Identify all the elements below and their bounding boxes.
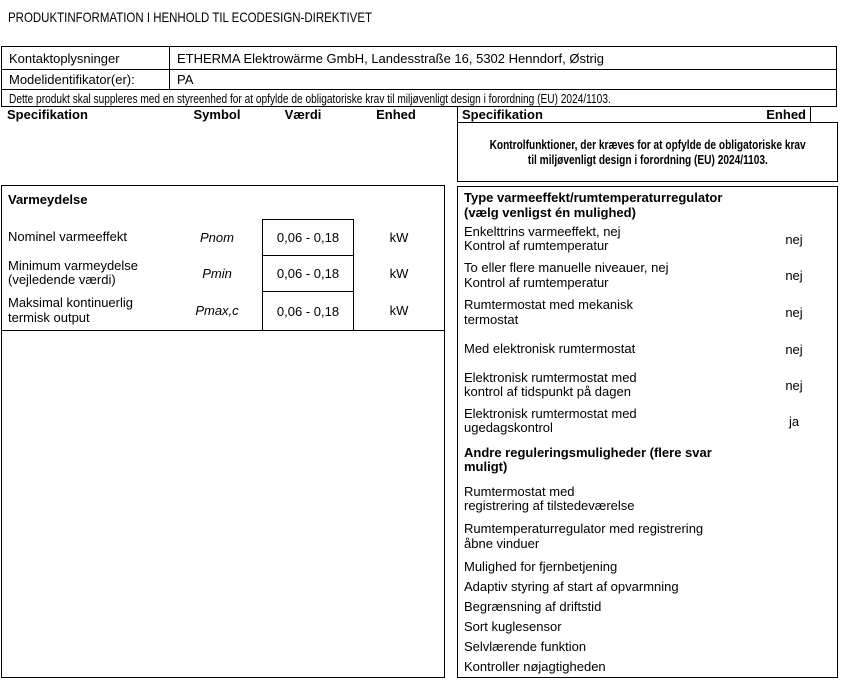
header-divider-right (810, 107, 811, 122)
option-row (458, 517, 837, 556)
spec-symbol: Pmin (202, 265, 232, 281)
option-label: Rumtemperaturregulator med registrering åbne vinduer (464, 521, 704, 551)
model-identifier-value: PA (177, 72, 194, 87)
control-answer: ja (788, 413, 800, 429)
spec-symbol: Pmax,c (195, 303, 239, 318)
option-label: Kontroller nøjagtigheden (464, 658, 606, 674)
header-divider-left (457, 107, 458, 122)
spec-label: Maksimal kontinuerlig termisk output (8, 295, 133, 325)
control-answer: nej (785, 231, 803, 247)
spec-row (2, 291, 444, 330)
contact-row (2, 47, 836, 70)
control-requirements-line1: Kontrolfunktioner, der kræves for at opfylde de obligatoriske krav (489, 137, 806, 152)
symbol-header: Symbol (193, 107, 241, 122)
control-label: Elektronisk rumtermostat med ugedagskontrol (464, 405, 637, 435)
control-functions-panel (457, 186, 838, 678)
control-answer: nej (785, 377, 803, 393)
model-row (2, 70, 836, 90)
control-row (458, 221, 837, 257)
document-title: PRODUKTINFORMATION I HENHOLD TIL ECODESIGN-DIREKTIVET (8, 9, 373, 25)
supplement-note: Dette produkt skal suppleres med en styreenhed for at opfylde de obligatoriske krav til miljøvenligt design i forordning (EU) 2024/1103. (9, 90, 611, 106)
regulator-type-section-title: Type varmeeffekt/rumtemperaturregulator (vælg venligst én mulighed) (464, 190, 723, 220)
other-options-section-title: Andre reguleringsmuligheder (flere svar muligt) (464, 444, 712, 474)
option-label: Begrænsning af driftstid (464, 598, 602, 614)
value-box: 0,06 - 0,18 (262, 255, 354, 292)
model-identifier-label: Modelidentifikator(er): (2, 70, 170, 89)
value-box: 0,06 - 0,18 (262, 291, 354, 331)
option-row (458, 576, 837, 596)
option-label: Selvlærende funktion (464, 638, 587, 654)
heat-output-panel (1, 185, 445, 678)
spec-symbol: Pnom (200, 229, 234, 245)
option-label: Rumtermostat med registrering af tilstedeværelse (464, 483, 635, 513)
section-divider-line (2, 330, 444, 331)
spec-unit: kW (389, 303, 409, 318)
control-label: Enkelttrins varmeeffekt, nej Kontrol af rumtemperatur (464, 223, 621, 253)
contact-value: ETHERMA Elektrowärme GmbH, Landesstraße 16, 5302 Henndorf, Østrig (177, 50, 605, 66)
control-label: Med elektronisk rumtermostat (464, 340, 636, 356)
spec-row (2, 219, 444, 255)
contact-info-table (1, 46, 837, 107)
value-header: Værdi (284, 107, 322, 122)
option-label: Adaptiv styring af start af opvarmning (464, 578, 679, 594)
spec-label: Nominel varmeeffekt (8, 228, 127, 244)
spec-row (2, 255, 444, 291)
control-label: Rumtermostat med mekanisk termostat (464, 297, 634, 327)
spec-header-right: Specifikation (462, 107, 543, 122)
option-label: Mulighed for fjernbetjening (464, 558, 618, 574)
spec-label: Minimum varmeydelse (vejledende værdi) (8, 257, 139, 287)
control-label: To eller flere manuelle niveauer, nej Kontrol af rumtemperatur (464, 260, 669, 290)
option-row (458, 616, 837, 636)
control-row (458, 403, 837, 439)
control-answer: nej (785, 305, 803, 320)
supplement-note-row (2, 90, 836, 106)
control-row (458, 367, 837, 403)
control-label: Elektronisk rumtermostat med kontrol af tidspunkt på dagen (464, 369, 637, 399)
option-row (458, 556, 837, 576)
heat-output-section-title: Varmeydelse (8, 192, 88, 207)
option-row (458, 636, 837, 656)
option-label: Sort kuglesensor (464, 618, 562, 634)
control-answer: nej (785, 341, 803, 357)
option-row (458, 656, 837, 676)
control-row (458, 294, 837, 331)
option-row (458, 481, 837, 517)
contact-label: Kontaktoplysninger (2, 47, 170, 69)
spec-unit: kW (389, 229, 409, 245)
spec-header-left: Specifikation (7, 107, 88, 122)
control-row (458, 257, 837, 294)
unit-header-left: Enhed (376, 107, 416, 122)
option-row (458, 596, 837, 616)
unit-header-right: Enhed (766, 107, 806, 122)
control-requirements-note (457, 122, 838, 182)
control-row (458, 331, 837, 367)
value-box: 0,06 - 0,18 (262, 219, 354, 256)
control-answer: nej (785, 268, 803, 283)
spec-unit: kW (389, 265, 409, 281)
control-requirements-line2: til miljøvenligt design i forordning (EU) 2024/1103. (527, 152, 768, 167)
